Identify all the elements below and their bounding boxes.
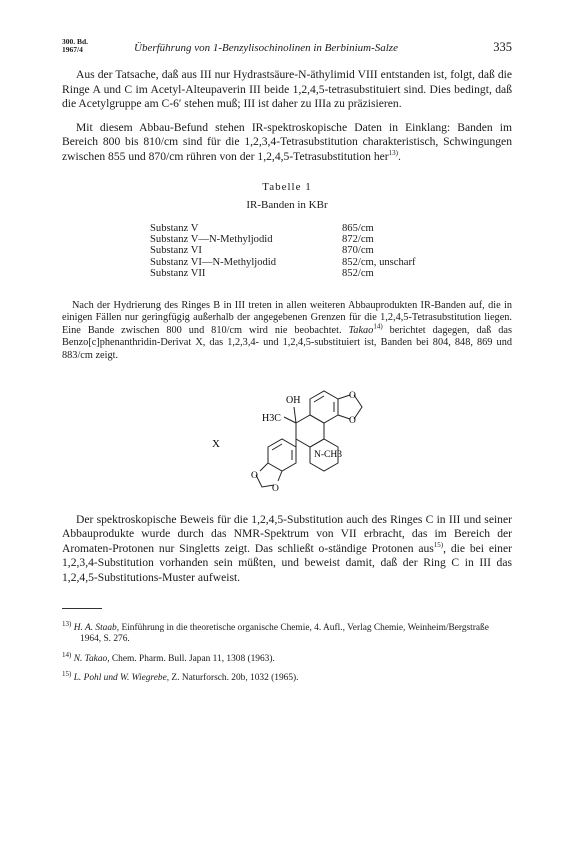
footnote-ref-13[interactable]: 13) — [388, 149, 398, 158]
footnote-author: N. Takao — [73, 653, 108, 664]
footnote-text: , Einführung in die theoretische organische Chemie, 4. Aufl., Verlag Chemie, Weinheim/Bergstraße 1964, S. 276. — [80, 622, 489, 645]
ir-band-table — [150, 223, 416, 280]
footnote — [62, 670, 512, 685]
methyl-label: H3C — [262, 412, 281, 424]
footnote-author: H. A. Staab — [73, 622, 117, 633]
oxygen-label-1: O — [349, 390, 356, 401]
small-print-paragraph — [62, 300, 512, 363]
amine-label: N-CH3 — [314, 449, 342, 460]
footnote-divider — [62, 608, 102, 609]
running-header — [62, 38, 512, 68]
paragraph-3-text-b: , die bei einer 1,2,3,4-Substitution vorhanden sein müßten, und beweist damit, daß der Ring C in III das 1,2,4,5-Substitutions-Muster aufweist. — [62, 541, 512, 584]
table-cell-substance: Substanz V—N-Methyljodid — [150, 233, 273, 245]
footnote — [62, 650, 512, 666]
footnote-number: 14) — [62, 650, 72, 659]
footnote-number: 15) — [62, 670, 72, 679]
small-print-author: Takao — [348, 324, 374, 336]
table-row — [150, 234, 416, 245]
table-cell-band: 852/cm, unscharf — [342, 256, 416, 268]
ring-c — [296, 415, 324, 447]
footnote — [62, 619, 512, 646]
structure-x — [62, 373, 512, 493]
volume-info — [62, 38, 88, 54]
paragraph-2-text: Mit diesem Abbau-Befund stehen IR-spektroskopische Daten in Einklang: Banden im Bereich 800 bis 810/cm sind für die 1,2,3,4-Tetrasubstitution charakteristisch, Schwingungen zwischen 855 und 870/cm rühren von der 1,2,4,5-Tetrasubstitution her — [62, 120, 512, 163]
oxygen-label-3: O — [251, 470, 258, 481]
paragraph-3 — [62, 513, 512, 586]
journal-page — [62, 38, 512, 685]
footnote-ref-14[interactable]: 14) — [373, 322, 383, 331]
table-row — [150, 223, 416, 234]
table-caption: Tabelle 1 — [262, 180, 312, 193]
table-row — [150, 257, 416, 268]
paragraph-2 — [62, 121, 512, 165]
footnotes — [62, 619, 512, 685]
table-cell-band: 870/cm — [342, 245, 374, 257]
compound-label: X — [212, 437, 220, 450]
paragraph-2-end: . — [397, 149, 401, 163]
footnote-ref-15[interactable]: 15) — [433, 540, 444, 549]
oxygen-label-2: O — [349, 415, 356, 426]
small-print-text-b: berichtet dagegen, daß das Benzo[c]phenanthridin-Derivat X, das 1,2,3,4- und 1,2,4,5-substituiert ist, Banden bei 804, 848, 869 und 883/cm zeigt. — [62, 324, 512, 361]
table-row — [150, 245, 416, 256]
footnote-text: , Z. Naturforsch. 20b, 1032 (1965). — [166, 673, 299, 684]
table-cell-substance: Substanz V — [150, 222, 199, 234]
footnote-number: 13) — [62, 619, 72, 628]
table-cell-substance: Substanz VII — [150, 268, 206, 280]
page-number: 335 — [493, 40, 512, 54]
structure-drawing — [62, 373, 512, 493]
table-cell-band: 872/cm — [342, 233, 374, 245]
paragraph-1: Aus der Tatsache, daß aus III nur Hydrastsäure-N-äthylimid VIII entstanden ist, folgt, daß die Ringe A und C im Acetyl-Alteupaverin III beide 1,2,4,5-tetrasubstituiert sind. Dies bedingt, daß die Acetylgruppe am C-6′ stehen muß; III ist daher zu IIIa zu präzisieren. — [62, 68, 512, 111]
small-print-text-a: Nach der Hydrierung des Ringes B in III treten in allen weiteren Abbauprodukten IR-Banden auf, die in einigen Fällen nur geringfügig außerhalb der angegebenen Grenzen für die 1,2,4,5-Tetrasubstitution liegen. Eine Bande zwischen 800 und 810/cm wird nie beobachtet. — [62, 299, 512, 336]
table-row — [150, 268, 416, 279]
oh-label: OH — [286, 394, 301, 406]
table-cell-substance: Substanz VI — [150, 245, 202, 257]
volume-year: 1967/4 — [62, 45, 83, 54]
table-cell-substance: Substanz VI—N-Methyljodid — [150, 256, 277, 268]
volume-number: 300. Bd. — [62, 37, 89, 46]
running-title: Überführung von 1-Benzylisochinolinen in Berbinium-Salze — [134, 42, 398, 54]
oxygen-label-4: O — [272, 483, 279, 493]
footnote-author: L. Pohl und W. Wiegrebe — [73, 673, 167, 684]
footnote-text: , Chem. Pharm. Bull. Japan 11, 1308 (1963). — [107, 653, 275, 664]
table-cell-band: 852/cm — [342, 268, 374, 280]
table-subtitle: IR-Banden in KBr — [246, 198, 328, 211]
table-cell-band: 865/cm — [342, 222, 374, 234]
paragraph-3-text-a: Der spektroskopische Beweis für die 1,2,4,5-Substitution auch des Ringes C in III und seiner Abbauprodukte wurde durch das NMR-Spektrum von VII erbracht, das im Bereich der Aromaten-Protonen nur Singletts zeigt. Das schließt o-ständige Protonen aus — [62, 512, 512, 555]
